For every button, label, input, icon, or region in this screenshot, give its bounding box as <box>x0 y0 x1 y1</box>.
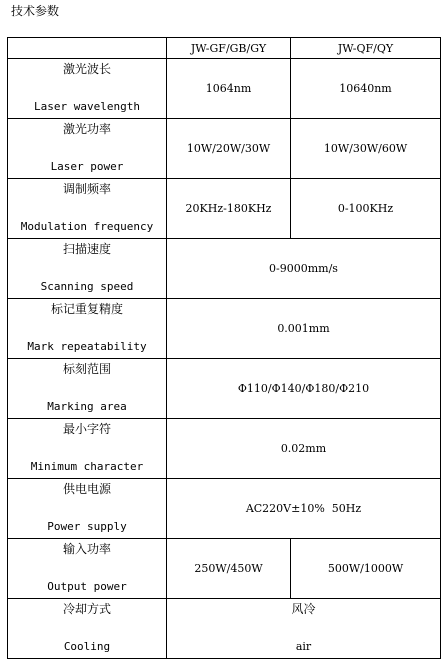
param-cell <box>8 59 167 119</box>
param-name-en: Modulation frequency <box>20 220 154 233</box>
value-cell-shared: 0-9000mm/s <box>167 239 441 299</box>
value-cell-qf: 10640nm <box>291 59 441 119</box>
param-name-cn: 激光波长 <box>62 62 111 76</box>
value-cell-gf: 20KHz-180KHz <box>167 179 291 239</box>
param-name-cn: 标记重复精度 <box>50 302 123 316</box>
param-name-cn: 扫描速度 <box>62 242 111 256</box>
param-name-en: Laser power <box>50 160 124 173</box>
table-row <box>8 119 441 179</box>
param-name-cn: 最小字符 <box>62 422 111 436</box>
param-name-en: Scanning speed <box>40 280 134 293</box>
table-row <box>8 239 441 299</box>
param-cell <box>8 299 167 359</box>
header-row <box>8 38 441 59</box>
value-cell-shared: Φ110/Φ140/Φ180/Φ210 <box>167 359 441 419</box>
cooling-value-en: air <box>295 640 312 653</box>
table-row <box>8 359 441 419</box>
table-row <box>8 599 441 659</box>
value-cell-qf: 500W/1000W <box>291 539 441 599</box>
page-title: 技术参数 <box>11 4 60 18</box>
table-row <box>8 299 441 359</box>
value-cell-shared: 0.001mm <box>167 299 441 359</box>
param-name-cn: 激光功率 <box>62 122 111 136</box>
value-cell-qf: 10W/30W/60W <box>291 119 441 179</box>
param-name-en: Power supply <box>47 520 127 533</box>
header-model-gf: JW-GF/GB/GY <box>167 38 291 59</box>
value-cell-qf: 0-100KHz <box>291 179 441 239</box>
value-cell-gf: 10W/20W/30W <box>167 119 291 179</box>
param-cell <box>8 419 167 479</box>
value-cell-shared: 0.02mm <box>167 419 441 479</box>
header-model-qf: JW-QF/QY <box>291 38 441 59</box>
value-cell-gf: 250W/450W <box>167 539 291 599</box>
param-name-en: Laser wavelength <box>34 100 140 113</box>
param-name-en: Output power <box>47 580 127 593</box>
table-row <box>8 419 441 479</box>
value-cell-shared: AC220V±10% 50Hz <box>167 479 441 539</box>
param-name-cn: 调制频率 <box>62 182 111 196</box>
param-name-en: Mark repeatability <box>27 340 147 353</box>
param-name-cn: 供电电源 <box>62 482 111 496</box>
param-name-en: Minimum character <box>30 460 144 473</box>
table-row <box>8 59 441 119</box>
param-cell <box>8 359 167 419</box>
spec-table <box>7 37 441 659</box>
param-name-en: Marking area <box>47 400 127 413</box>
param-name-cn: 冷却方式 <box>62 602 111 616</box>
value-cell-gf: 1064nm <box>167 59 291 119</box>
param-cell <box>8 479 167 539</box>
param-name-en: Cooling <box>63 640 111 653</box>
cooling-value-cn: 风冷 <box>291 602 316 616</box>
table-row <box>8 539 441 599</box>
param-name-cn: 标刻范围 <box>62 362 111 376</box>
header-blank-cell <box>8 38 167 59</box>
param-cell <box>8 239 167 299</box>
param-name-cn: 输入功率 <box>62 542 111 556</box>
param-cell <box>8 539 167 599</box>
param-cell <box>8 599 167 659</box>
value-cell-shared <box>167 599 441 659</box>
param-cell <box>8 179 167 239</box>
param-cell <box>8 119 167 179</box>
table-row <box>8 179 441 239</box>
table-row <box>8 479 441 539</box>
